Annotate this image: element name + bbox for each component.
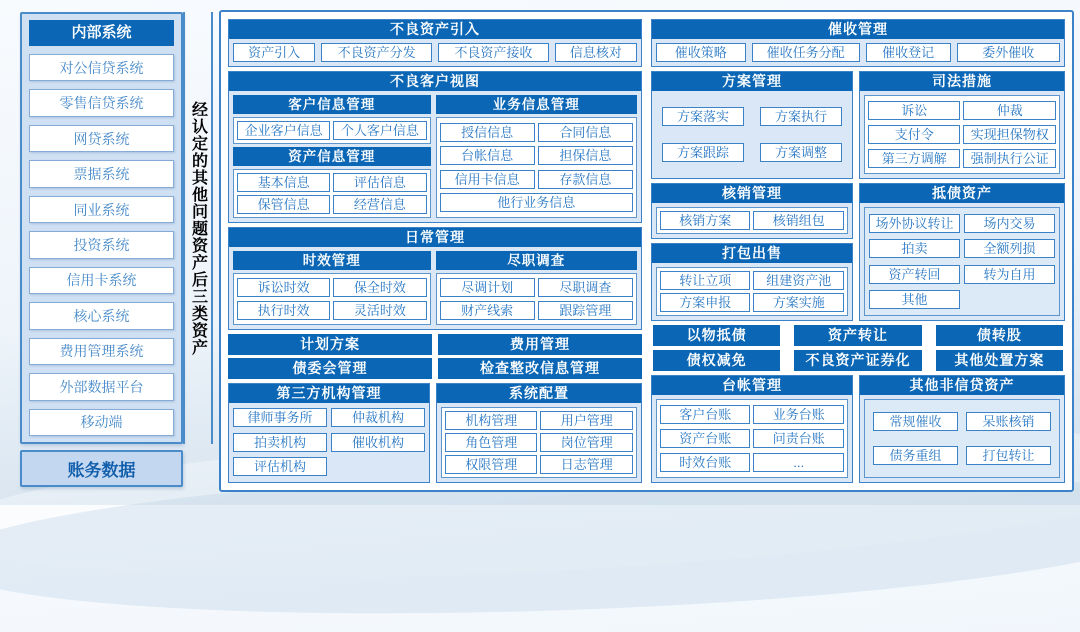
module-box: 存款信息 <box>538 170 633 189</box>
module-box: 评估机构 <box>233 457 327 476</box>
module-box: 资产引入 <box>233 43 315 62</box>
module-box: 岗位管理 <box>540 433 633 452</box>
section-writeoff-management <box>651 183 853 239</box>
module-box: 方案申报 <box>660 293 750 312</box>
module-box: 实现担保物权 <box>963 125 1056 144</box>
solid-bar: 计划方案 <box>228 334 432 355</box>
module-box: 其他 <box>869 290 960 309</box>
module-box: ... <box>753 453 843 472</box>
section-title: 打包出售 <box>652 244 852 263</box>
module-box: 核销方案 <box>660 211 750 230</box>
section-plan-management <box>651 71 853 179</box>
module-box: 场内交易 <box>964 214 1055 233</box>
business-info-column <box>436 95 637 218</box>
system-item: 对公信贷系统 <box>29 54 174 81</box>
module-box: 方案执行 <box>760 107 842 126</box>
section-package-sale <box>651 243 853 321</box>
section-title: 日常管理 <box>229 228 641 247</box>
section-system-config <box>436 383 642 484</box>
module-box: 时效台账 <box>660 453 750 472</box>
module-box: 诉讼时效 <box>237 278 330 297</box>
module-box: 机构管理 <box>445 411 538 430</box>
module-box: 打包转让 <box>966 446 1051 465</box>
solid-bar: 其他处置方案 <box>936 350 1063 371</box>
section-bad-customer-view <box>228 71 642 223</box>
section-title: 催收管理 <box>652 20 1064 39</box>
module-box: 信息核对 <box>555 43 637 62</box>
due-diligence-column <box>436 251 637 325</box>
module-box: 用户管理 <box>540 411 633 430</box>
module-box: 诉讼 <box>868 101 961 120</box>
system-item: 核心系统 <box>29 302 174 329</box>
section-collection-management <box>651 19 1065 67</box>
system-item: 费用管理系统 <box>29 338 174 365</box>
section-title: 第三方机构管理 <box>229 384 429 403</box>
left-bottom-row <box>228 383 642 484</box>
module-box: 尽职调查 <box>538 278 633 297</box>
customer-asset-info-column <box>233 95 431 218</box>
solid-bar: 债转股 <box>936 325 1063 346</box>
solid-bar: 债委会管理 <box>228 358 432 379</box>
module-box: 催收策略 <box>656 43 746 62</box>
module-box: 转让立项 <box>660 271 750 290</box>
module-box: 授信信息 <box>440 123 535 142</box>
module-box: 催收机构 <box>331 433 425 452</box>
module-box: 方案实施 <box>753 293 843 312</box>
system-item: 移动端 <box>29 409 174 436</box>
section-third-party-orgs <box>228 383 430 484</box>
left-solid-bars <box>228 334 642 379</box>
accounting-data-box: 账务数据 <box>20 450 183 487</box>
module-box: 权限管理 <box>445 455 538 474</box>
module-box: 企业客户信息 <box>237 121 330 140</box>
module-box: 律师事务所 <box>233 408 327 427</box>
module-box: 转为自用 <box>964 265 1055 284</box>
module-box: 仲裁机构 <box>331 408 425 427</box>
disposal-solid-bars <box>651 325 1065 371</box>
vertical-label: 经认定的其他问题资产后三类资产 <box>189 100 207 356</box>
writeoff-collateral-row <box>651 183 1065 321</box>
vertical-label-strip <box>183 12 213 444</box>
internal-systems-title: 内部系统 <box>29 20 174 46</box>
section-collateral-assets <box>859 183 1065 321</box>
subsection-title: 资产信息管理 <box>233 147 431 166</box>
main-right-column <box>651 19 1065 483</box>
module-box: 台帐信息 <box>440 146 535 165</box>
module-box: 问责台账 <box>753 429 843 448</box>
subsection-title: 业务信息管理 <box>436 95 637 114</box>
module-box: 执行时效 <box>237 301 330 320</box>
module-box: 催收登记 <box>866 43 951 62</box>
system-item: 信用卡系统 <box>29 267 174 294</box>
module-box: 基本信息 <box>237 173 330 192</box>
module-box: 委外催收 <box>957 43 1060 62</box>
module-box: 保管信息 <box>237 195 330 214</box>
section-title: 不良客户视图 <box>229 72 641 91</box>
section-bad-asset-intake <box>228 19 642 67</box>
module-box: 尽调计划 <box>440 278 535 297</box>
section-ledger-management <box>651 375 853 483</box>
module-box: 方案落实 <box>662 107 744 126</box>
solid-bar: 以物抵债 <box>653 325 780 346</box>
module-box: 组建资产池 <box>753 271 843 290</box>
section-title: 抵债资产 <box>860 184 1064 203</box>
module-box: 拍卖机构 <box>233 433 327 452</box>
section-title: 其他非信贷资产 <box>860 376 1064 395</box>
solid-bar: 债权减免 <box>653 350 780 371</box>
module-box: 拍卖 <box>869 239 960 258</box>
module-box: 全额列损 <box>964 239 1055 258</box>
module-box: 资产转回 <box>869 265 960 284</box>
solid-bar: 资产转让 <box>794 325 921 346</box>
system-item: 零售信贷系统 <box>29 89 174 116</box>
subsection-title: 时效管理 <box>233 251 431 270</box>
section-title: 台帐管理 <box>652 376 852 395</box>
system-item: 外部数据平台 <box>29 373 174 400</box>
module-box: 不良资产分发 <box>321 43 432 62</box>
section-title: 司法措施 <box>860 72 1064 91</box>
section-judicial-measures <box>859 71 1065 179</box>
module-box: 合同信息 <box>538 123 633 142</box>
module-box: 他行业务信息 <box>440 193 633 212</box>
module-box: 信用卡信息 <box>440 170 535 189</box>
module-box: 强制执行公证 <box>963 149 1056 168</box>
module-box: 支付令 <box>868 125 961 144</box>
solid-bar: 检查整改信息管理 <box>438 358 642 379</box>
module-box: 角色管理 <box>445 433 538 452</box>
system-item: 投资系统 <box>29 231 174 258</box>
module-box: 场外协议转让 <box>869 214 960 233</box>
module-box: 资产台账 <box>660 429 750 448</box>
module-box: 核销组包 <box>753 211 843 230</box>
module-box: 灵活时效 <box>333 301 426 320</box>
module-box: 经营信息 <box>333 195 426 214</box>
solid-bar: 费用管理 <box>438 334 642 355</box>
module-box: 保全时效 <box>333 278 426 297</box>
ledger-other-row <box>651 375 1065 483</box>
module-box: 财产线索 <box>440 301 535 320</box>
system-item: 票据系统 <box>29 160 174 187</box>
module-box: 担保信息 <box>538 146 633 165</box>
module-box: 不良资产接收 <box>438 43 549 62</box>
module-box: 日志管理 <box>540 455 633 474</box>
module-box: 第三方调解 <box>868 149 961 168</box>
subsection-title: 客户信息管理 <box>233 95 431 114</box>
section-daily-management <box>228 227 642 330</box>
internal-systems-panel <box>20 12 183 444</box>
section-title: 方案管理 <box>652 72 852 91</box>
module-box: 债务重组 <box>873 446 958 465</box>
module-box: 跟踪管理 <box>538 301 633 320</box>
subsection-title: 尽职调查 <box>436 251 637 270</box>
solid-bar: 不良资产证券化 <box>794 350 921 371</box>
module-box: 个人客户信息 <box>333 121 426 140</box>
module-box: 业务台账 <box>753 405 843 424</box>
main-architecture-panel <box>219 10 1074 492</box>
module-box: 催收任务分配 <box>752 43 860 62</box>
section-title: 不良资产引入 <box>229 20 641 39</box>
module-box: 评估信息 <box>333 173 426 192</box>
module-box: 常规催收 <box>873 412 958 431</box>
main-left-column <box>228 19 642 483</box>
aging-management-column <box>233 251 431 325</box>
module-box: 客户台账 <box>660 405 750 424</box>
writeoff-package-stack <box>651 183 853 321</box>
section-title: 核销管理 <box>652 184 852 203</box>
module-box: 呆账核销 <box>966 412 1051 431</box>
system-item: 同业系统 <box>29 196 174 223</box>
module-box: 方案调整 <box>760 143 842 162</box>
section-title: 系统配置 <box>437 384 641 403</box>
module-box: 仲裁 <box>963 101 1056 120</box>
system-item: 网贷系统 <box>29 125 174 152</box>
plan-judicial-row <box>651 71 1065 179</box>
module-box: 方案跟踪 <box>662 143 744 162</box>
section-other-noncredit-assets <box>859 375 1065 483</box>
